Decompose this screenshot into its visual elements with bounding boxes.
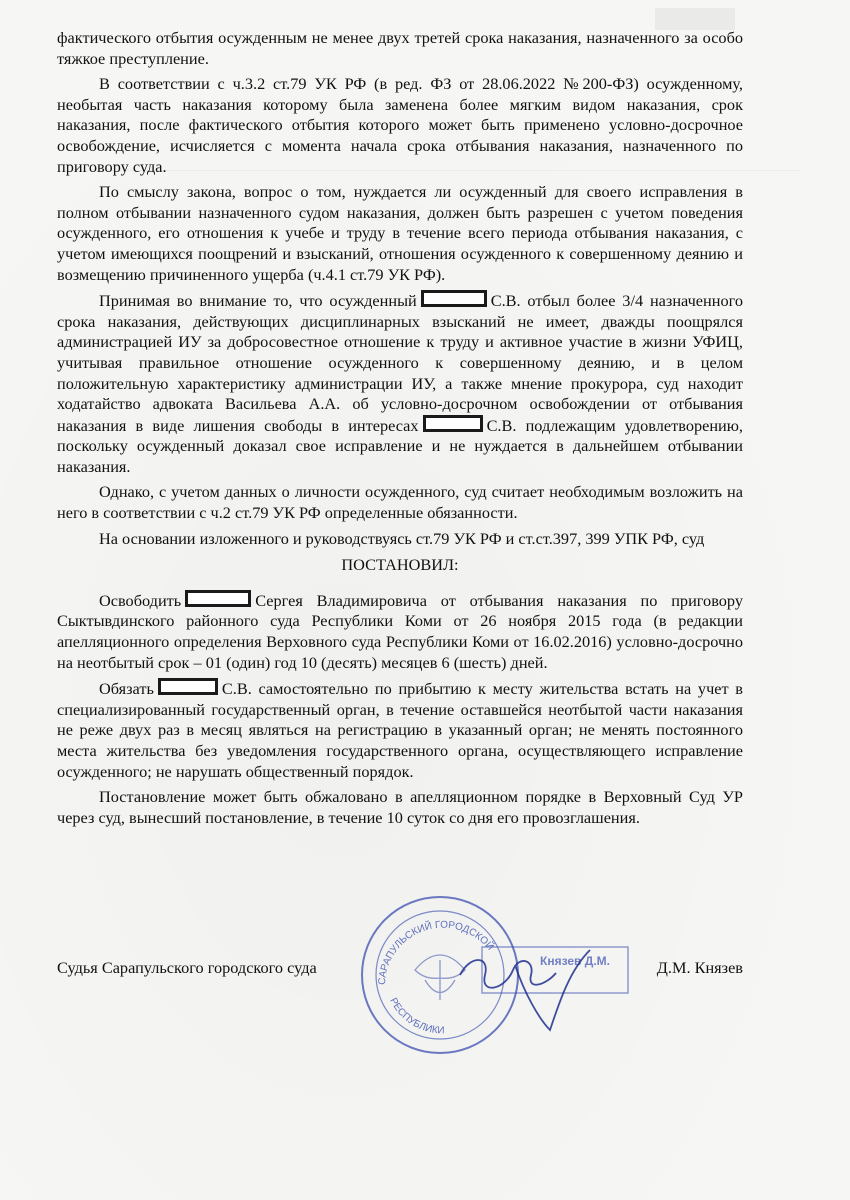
paragraph-7-part-b: Сергея Владимировича от отбывания наказания по приговору Сыктывдинского районного суда Республики Коми от 26 ноября 2015 года (в редакции апелляционного определения Верховного суда Республики Коми от 16.02.2016) условно-досрочно на неотбытый срок – 01 (один) год 10 (десять) месяцев 6 (шесть) дней. [57,590,743,672]
paragraph-4-part-c: С.В. подлежащим удовлетворению, поскольку осужденный доказал свое исправление и не нуждается в дальнейшем отбывании наказания. [57,415,743,476]
seal-top-text: САРАПУЛЬСКИЙ ГОРОДСКОЙ [376,919,496,986]
judge-title: Судья Сарапульского городского суда [57,958,317,977]
paragraph-8 [57,678,743,782]
redaction-box [423,415,483,432]
scan-artifact [655,8,735,30]
paragraph-5: Однако, с учетом данных о личности осужденного, суд считает необходимым возложить на него в соответствии с ч.2 ст.79 УК РФ определенные обязанности. [57,482,743,523]
handwritten-signature [455,935,595,1035]
facsimile-name: Князев Д.М. [540,954,610,968]
svg-text:РЕСПУБЛИКИ [387,996,444,1036]
redaction-box [158,678,218,695]
seal-bottom-text: РЕСПУБЛИКИ [387,996,445,1037]
paragraph-4-part-b: С.В. отбыл более 3/4 назначенного срока наказания, действующих дисциплинарных взысканий не имеет, дважды поощрялся администрацией ИУ за добросовестное отношение к труду и активное участие в жизни УФИЦ, учитывая правильное отношение осужденного к совершенному деянию, и в целом положительную характеристику администрации ИУ, а также мнение прокурора, суд находит ходатайство адвоката Васильева А.А. об условно-досрочном освобождении от отбывания наказания в виде лишения свободы в интересах [57,291,743,435]
paragraph-8-part-a: Обязать [99,679,154,699]
paragraph-3: По смыслу закона, вопрос о том, нуждается ли осужденный для своего исправления в полном отбывании назначенного судом наказания, должен быть разрешен с учетом поведения осужденного, его отношения к учебе и труду в течение всего периода отбывания наказания, с учетом имеющихся поощрений и взысканий, отношения осужденного к совершенному деянию и возмещению причиненного ущерба (ч.4.1 ст.79 УК РФ). [57,182,743,284]
paragraph-9: Постановление может быть обжаловано в апелляционном порядке в Верховный Суд УР через суд, вынесший постановление, в течение 10 суток со дня его провозглашения. [57,787,743,827]
paragraph-7-part-a: Освободить [99,590,182,610]
paragraph-8-part-b: С.В. самостоятельно по прибытию к месту жительства встать на учет в специализированный государственный орган, в течение оставшейся неотбытой части наказания не реже двух раз в месяц являться на регистрацию в указанный орган; не менять постоянного места жительства без уведомления государственного органа, осуществляющего исправление осужденного; не нарушать общественный порядок. [57,679,743,781]
paragraph-4-part-a: Принимая во внимание то, что осужденный [99,291,417,311]
redaction-box [421,290,487,307]
paragraph-7 [57,590,743,673]
paragraph-4 [57,290,743,477]
decision-heading: ПОСТАНОВИЛ: [341,555,459,575]
paragraph-1: фактического отбытия осужденным не менее двух третей срока наказания, назначенного за особо тяжкое преступление. [57,28,743,68]
document-body [57,28,743,828]
paragraph-6: На основании изложенного и руководствуясь ст.79 УК РФ и ст.ст.397, 399 УПК РФ, суд [99,528,705,548]
redaction-box [185,590,251,607]
judge-name: Д.М. Князев [656,958,743,977]
signature-line [57,958,743,978]
paragraph-2: В соответствии с ч.3.2 ст.79 УК РФ (в ред. ФЗ от 28.06.2022 №200-ФЗ) осужденному, необытая часть наказания которому была заменена более мягким видом наказания, срок наказания, после фактического отбытия которого может быть применено условно-досрочное освобождение, исчисляется с момента начала срока отбывания наказания, назначенного по приговору суда. [57,74,743,176]
